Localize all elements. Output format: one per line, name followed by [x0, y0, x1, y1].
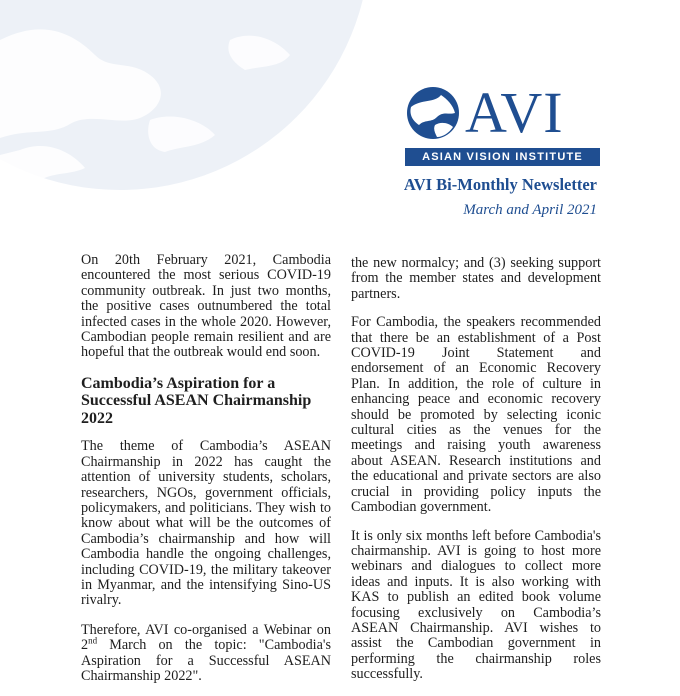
right-paragraph-3: It is only six months left before Cambodia's chairmanship. AVI is going to host more webinars and dialogues to collect more ideas and inputs. It is also working with KAS to publish an edited book volume focusing exclusively on Cambodia’s ASEAN Chairmanship. AVI wishes to assist the Cambodian government in performing the chairmanship roles successfully.: [351, 527, 601, 683]
para2-text-end: March on the topic: "Cambodia's Aspiration for a Successful ASEAN Chairmanship 2022".: [81, 637, 331, 685]
right-paragraph-1: the new normalcy; and (3) seeking support from the member states and development partners.: [351, 255, 601, 302]
newsletter-title: AVI Bi-Monthly Newsletter: [403, 175, 597, 194]
article-heading: Cambodia’s Aspiration for a Successful ASEAN Chairmanship 2022: [81, 374, 312, 427]
logo-tagline: ASIAN VISION INSTITUTE: [405, 148, 600, 166]
intro-paragraph: On 20th February 2021, Cambodia encountered the most serious COVID-19 community outbreak. In just two months, the positive cases outnumbered the total infected cases in the whole 2020. However, Cambodian people remain resilient and are hopeful that the outbreak would end soon.: [81, 252, 331, 361]
newsletter-date: March and April 2021: [463, 202, 597, 218]
left-column: [81, 252, 331, 685]
globe-icon: [405, 85, 461, 141]
logo-wordmark: AVI: [465, 80, 564, 145]
article-paragraph-1: The theme of Cambodia’s ASEAN Chairmanship in 2022 has caught the attention of university students, scholars, researchers, NGOs, government officials, policymakers, and politicians. They wish to know about what will be the outcomes of Cambodia’s chairmanship and how will Cambodia handle the ongoing challenges, including COVID-19, the military takeover in Myanmar, and the intensifying Sino-US rivalry.: [81, 438, 331, 609]
logo-mark: [405, 80, 600, 146]
para2-text-start: Therefore, AVI co-organised a Webinar on 2: [81, 621, 331, 654]
right-paragraph-2: For Cambodia, the speakers recommended that there be an establishment of a Post COVID-19 Joint Statement and endorsement of an Economic Recovery Plan. In addition, the role of culture in enhancing peace and economic recovery should be promoted by selecting iconic cultural cities as the venues for the meetings and raising youth awareness about ASEAN. Research institutions and the educational and private sectors are also crucial in providing policy inputs the Cambodian government.: [351, 314, 601, 516]
para2-superscript: nd: [88, 635, 98, 646]
avi-logo: [405, 80, 600, 166]
article-paragraph-2: [81, 623, 331, 685]
right-column: [351, 256, 601, 696]
